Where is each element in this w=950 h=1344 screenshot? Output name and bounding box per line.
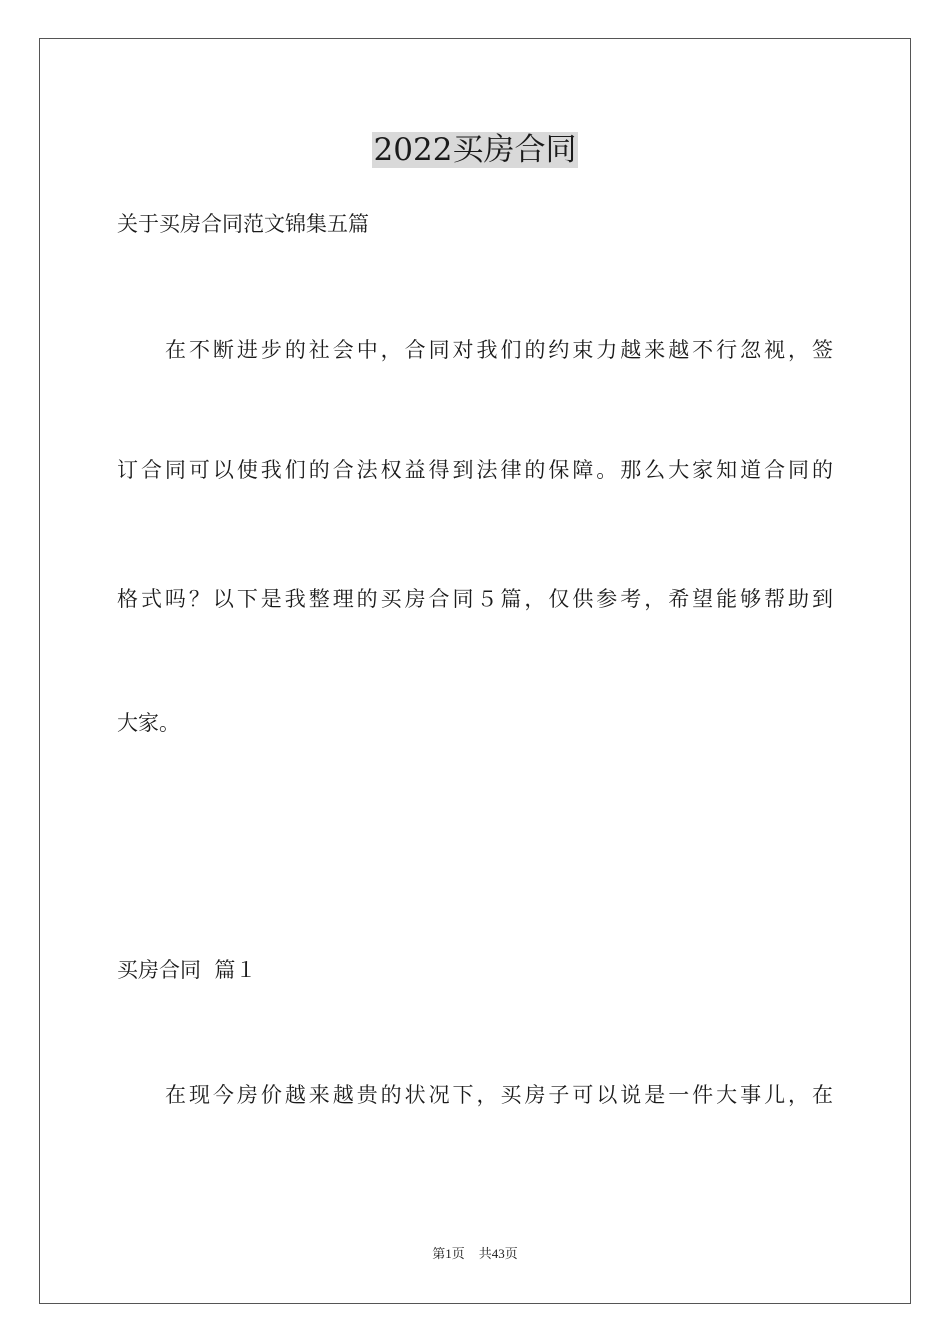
page-number: 第1页 [432,1246,465,1261]
intro-line-4: 大家。 [117,711,180,735]
section-paragraph-line-1: 在现今房价越来越贵的状况下，买房子可以说是一件大事儿，在 [165,1083,833,1107]
total-pages: 共43页 [478,1246,518,1261]
section-heading: 买房合同 篇１ [117,958,257,982]
document-title-text: 2022买房合同 [373,132,577,168]
page-footer [0,1245,950,1263]
intro-line-3: 格式吗？以下是我整理的买房合同５篇，仅供参考，希望能够帮助到 [117,587,833,611]
document-title [0,128,950,172]
document-subtitle: 关于买房合同范文锦集五篇 [117,212,369,236]
intro-line-2: 订合同可以使我们的合法权益得到法律的保障。那么大家知道合同的 [117,458,833,482]
intro-line-1: 在不断进步的社会中，合同对我们的约束力越来越不行忽视，签 [165,338,833,362]
